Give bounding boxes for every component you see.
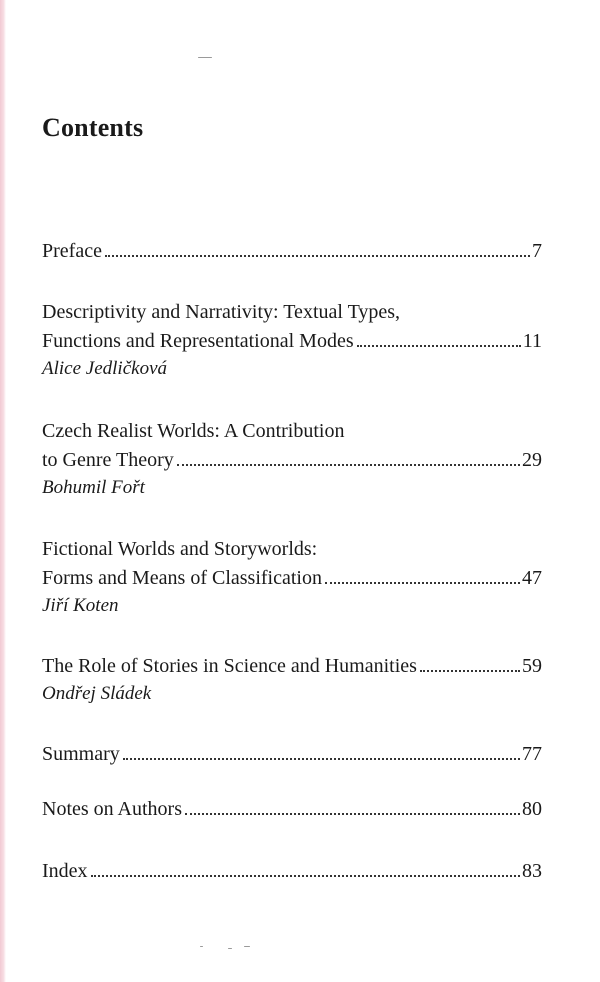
toc-title-line: Fictional Worlds and Storyworlds:	[42, 538, 318, 560]
scan-speck	[244, 946, 250, 947]
toc-entry-czech-realist-worlds[interactable]	[42, 417, 542, 501]
page-number: 83	[522, 860, 542, 882]
dot-leader	[420, 670, 520, 672]
toc-entry-fictional-worlds[interactable]	[42, 535, 542, 619]
page-number: 11	[522, 330, 542, 352]
toc-line	[42, 857, 542, 886]
toc-line	[42, 446, 542, 475]
page-number: 80	[522, 798, 542, 820]
dot-leader	[325, 582, 520, 584]
dot-leader	[91, 875, 520, 877]
toc-line	[42, 237, 542, 266]
dot-leader	[105, 255, 530, 257]
toc-entry-title: Preface	[42, 240, 102, 262]
toc-line	[42, 327, 542, 356]
toc-entry-summary[interactable]	[42, 740, 542, 769]
scan-speck	[200, 946, 203, 947]
toc-entry-title: Index	[42, 860, 88, 882]
toc-title-line: Descriptivity and Narrativity: Textual Types,	[42, 301, 401, 323]
dot-leader	[177, 464, 520, 466]
page-number: 7	[532, 240, 542, 262]
toc-title-line: Czech Realist Worlds: A Contribution	[42, 420, 345, 442]
page-number: 29	[522, 449, 542, 471]
toc-entry-index[interactable]	[42, 857, 542, 886]
toc-entry-title: Forms and Means of Classification	[42, 567, 322, 589]
scan-speck	[198, 57, 212, 58]
page-title: Contents	[42, 113, 144, 143]
page-number: 59	[522, 655, 542, 677]
toc-line	[42, 652, 542, 681]
toc-entry-preface[interactable]	[42, 237, 542, 266]
toc-entry-title: The Role of Stories in Science and Humanities	[42, 655, 417, 677]
page-number: 47	[522, 567, 542, 589]
toc-author: Jiří Koten	[42, 595, 119, 616]
toc-entry-descriptivity[interactable]	[42, 298, 542, 382]
dot-leader	[357, 345, 521, 347]
page-number: 77	[522, 743, 542, 765]
toc-entry-title: Functions and Representational Modes	[42, 330, 354, 352]
toc-author: Bohumil Fořt	[42, 477, 145, 498]
page-edge	[0, 0, 6, 982]
toc-entry-title: Notes on Authors	[42, 798, 182, 820]
scan-speck	[228, 948, 232, 949]
dot-leader	[185, 813, 520, 815]
toc-entry-role-of-stories[interactable]	[42, 652, 542, 707]
toc-line	[42, 564, 542, 593]
dot-leader	[123, 758, 520, 760]
toc-line	[42, 795, 542, 824]
toc-author: Ondřej Sládek	[42, 683, 152, 704]
toc-author: Alice Jedličková	[42, 358, 168, 379]
toc-entry-title: to Genre Theory	[42, 449, 174, 471]
toc-line	[42, 740, 542, 769]
toc-entry-notes-on-authors[interactable]	[42, 795, 542, 824]
toc-entry-title: Summary	[42, 743, 120, 765]
